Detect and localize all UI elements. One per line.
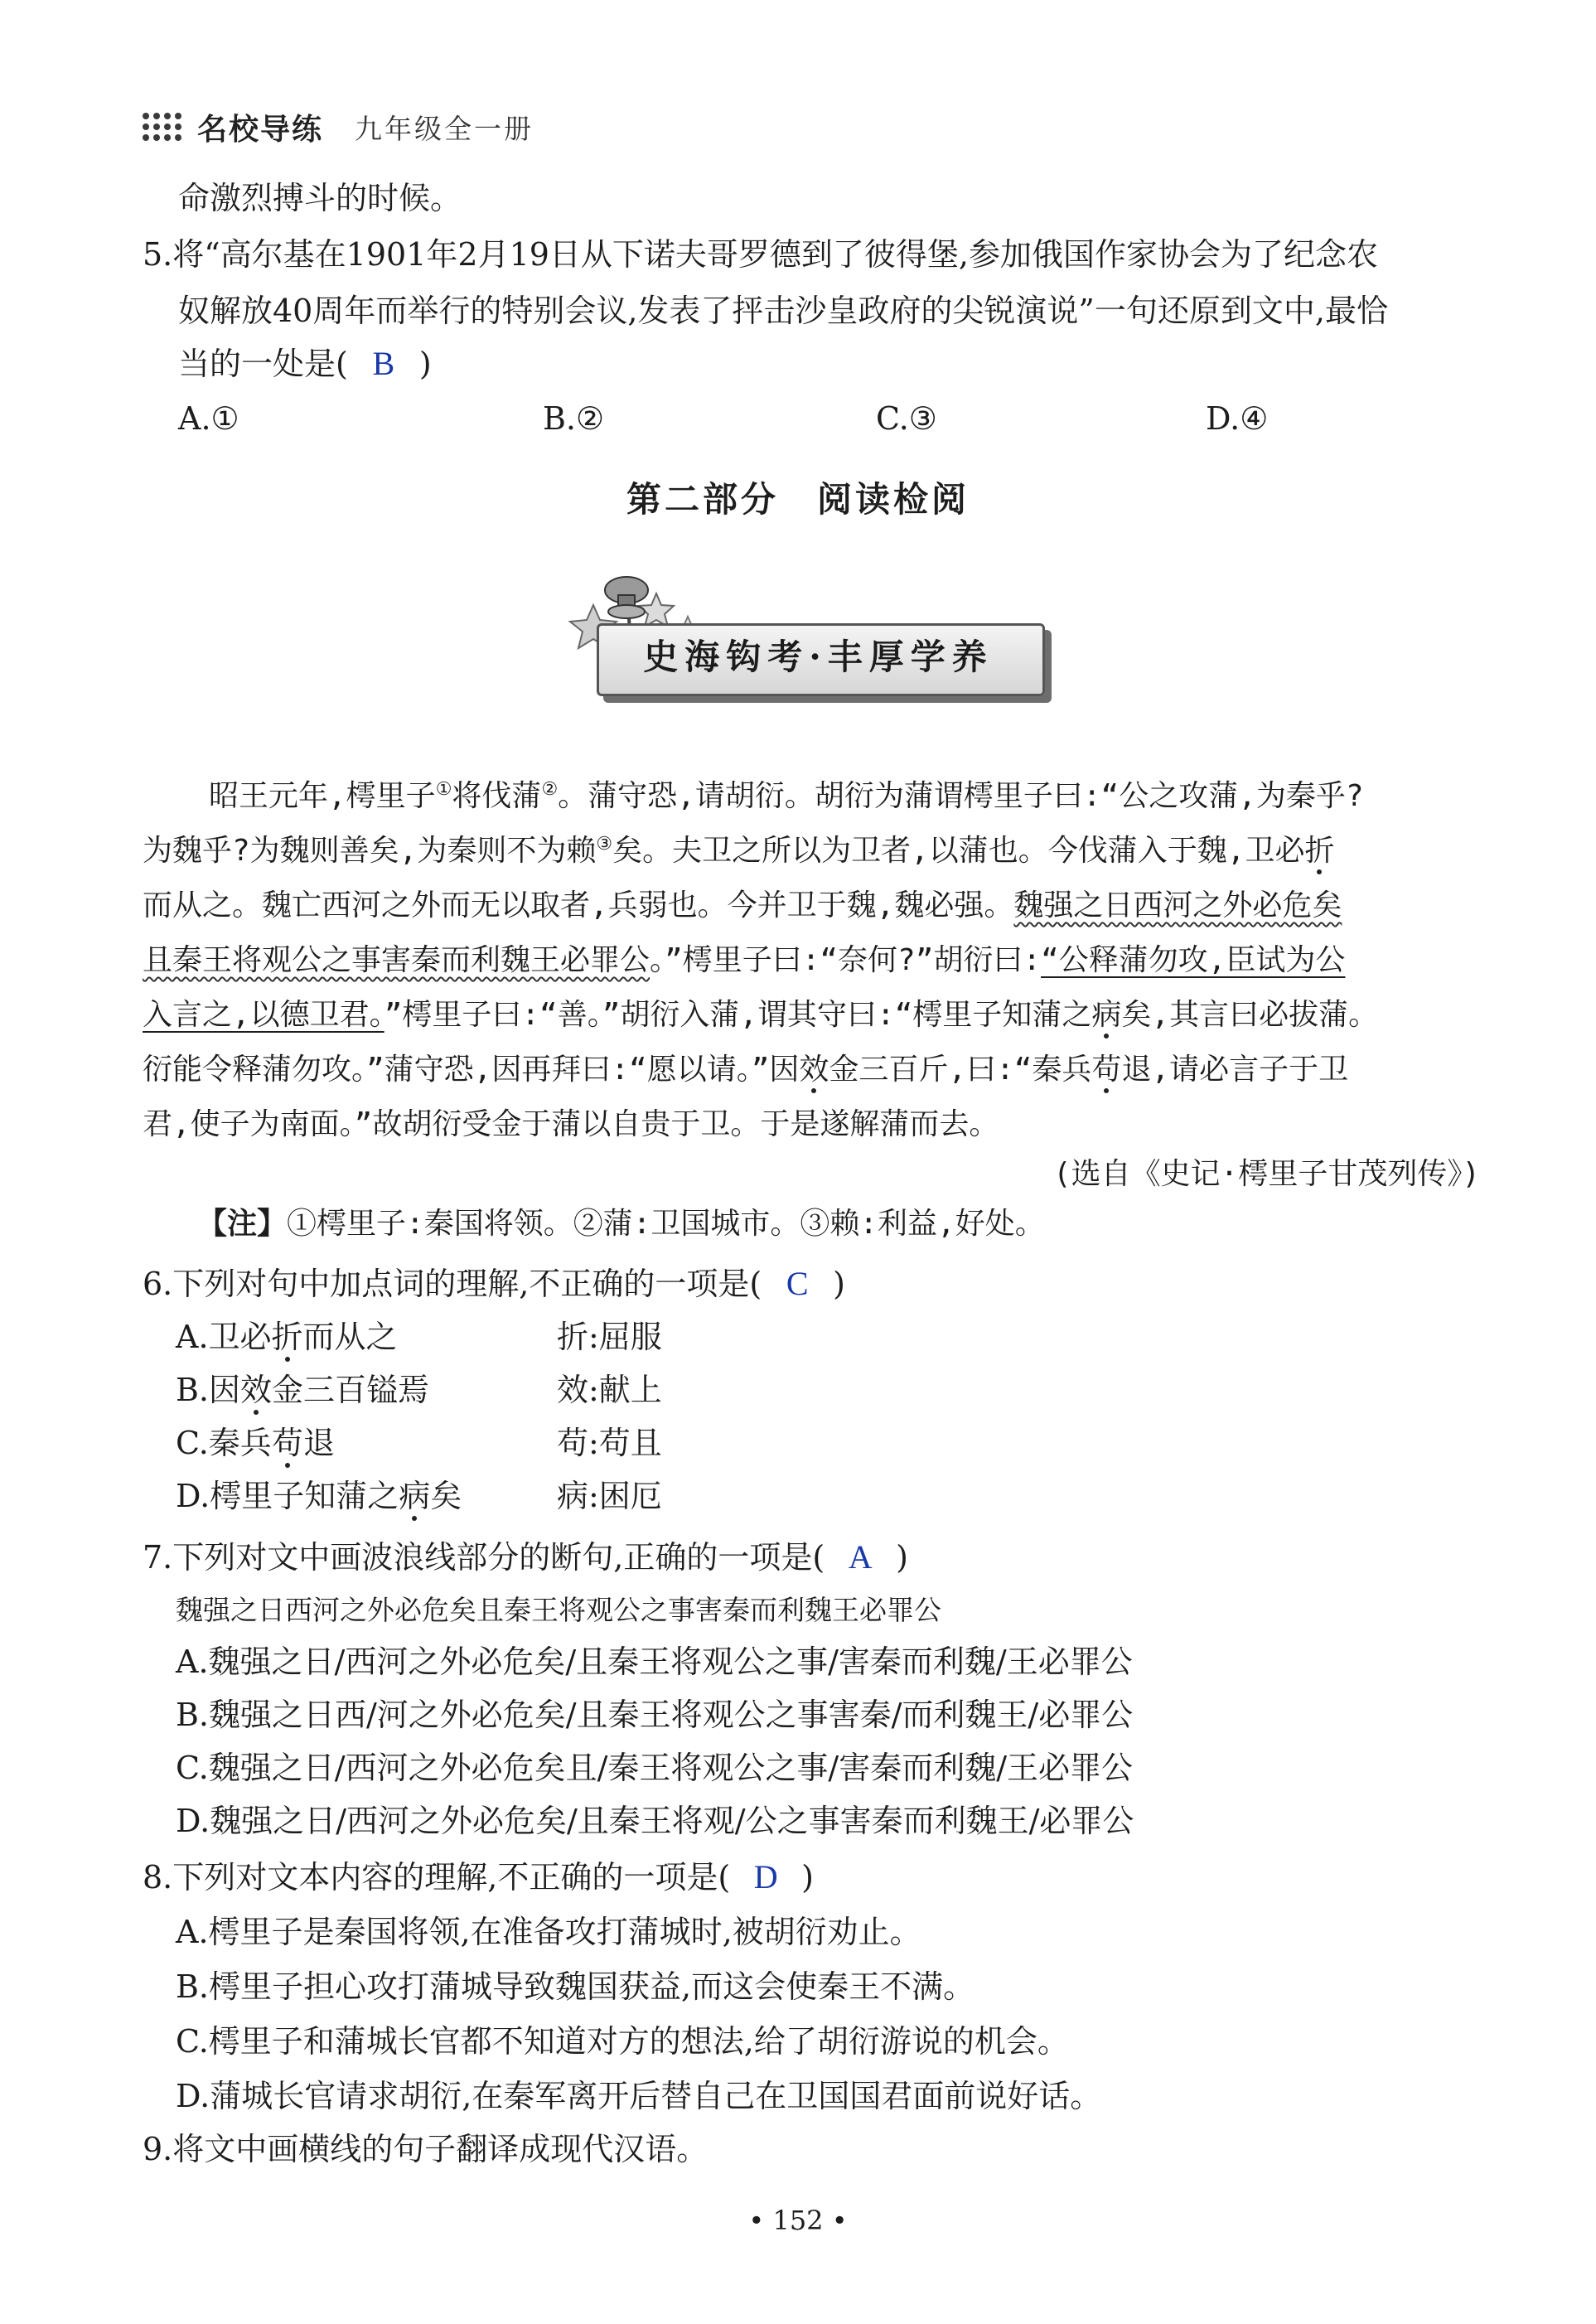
passage-text: 退,请必言子于卫	[1121, 1053, 1349, 1087]
passage-text: 矣,其言曰必拔蒲。	[1121, 998, 1379, 1032]
dotted-word: 效	[240, 1372, 273, 1408]
q6-option-c	[176, 1422, 335, 1464]
q5-stem-prefix: 当的一处是(	[178, 346, 348, 382]
wavy-underlined-text: 魏强之日西河之外必危矣	[1013, 888, 1342, 922]
q5-carry-line: 命激烈搏斗的时候。	[178, 180, 462, 216]
q5-stem-line2: 奴解放40周年而举行的特别会议,发表了抨击沙皇政府的尖锐演说”一句还原到文中,最恰	[178, 293, 1388, 329]
dotted-word: 折	[271, 1319, 303, 1355]
dotted-word: 效	[799, 1053, 829, 1087]
underlined-text: 入言之,以德卫君。	[143, 998, 384, 1032]
q8-option-a: A.樗里子是秦国将领,在准备攻打蒲城时,被胡衍劝止。	[176, 1914, 921, 1950]
footnote-text: ①樗里子:秦国将领。②蒲:卫国城市。③赖:利益,好处。	[287, 1207, 1045, 1241]
passage-text: 将伐蒲	[452, 779, 542, 813]
q6-option-d	[176, 1475, 462, 1517]
footnote-marker: ③	[596, 834, 613, 855]
q8-option-d: D.蒲城长官请求胡衍,在秦军离开后替自己在卫国国君面前说好话。	[176, 2078, 1102, 2114]
q6-gloss-b: 效:献上	[557, 1372, 662, 1408]
footnote-marker: ②	[541, 779, 559, 800]
q7-answer: A	[848, 1538, 873, 1576]
passage-line-5	[143, 988, 1485, 1043]
dotted-word: 苟	[271, 1425, 303, 1461]
wavy-underlined-text: 且秦王将观公之事害秦而利魏王必罪公	[143, 943, 650, 977]
passage-line-4	[143, 933, 1485, 988]
banner-title: 史海钩考·丰厚学养	[643, 637, 994, 677]
grade-label: 九年级全一册	[355, 112, 534, 145]
q8-option-c: C.樗里子和蒲城长官都不知道对方的想法,给了胡衍游说的机会。	[176, 2023, 1069, 2060]
passage-text: 为魏乎?为魏则善矣,为秦则不为赖	[143, 834, 597, 868]
dotted-word: 苟	[1091, 1053, 1122, 1087]
footnote-label: 【注】	[197, 1207, 288, 1241]
q6-answer: C	[786, 1265, 809, 1302]
q7-stem-suffix: )	[896, 1539, 908, 1576]
option-text: B.因	[176, 1372, 241, 1408]
passage-line-1	[143, 769, 1485, 824]
passage-source: (选自《史记·樗里子甘茂列传》)	[1052, 1157, 1480, 1191]
q5-option-b: B.②	[543, 400, 605, 437]
header-dots-icon	[143, 113, 182, 142]
classical-passage	[143, 769, 1485, 1152]
section-title: 第二部分 阅读检阅	[626, 479, 970, 520]
q9-stem: 9.将文中画横线的句子翻译成现代汉语。	[143, 2131, 709, 2167]
option-text: 退	[302, 1425, 335, 1461]
option-text: C.秦兵	[176, 1425, 272, 1461]
series-title: 名校导练	[197, 112, 324, 147]
passage-line-3	[143, 879, 1485, 933]
q6-stem-text: 6.下列对句中加点词的理解,不正确的一项是(	[143, 1266, 762, 1302]
passage-text: 衍能令释蒲勿攻。”蒲守恐,因再拜曰:“愿以请。”因	[143, 1053, 800, 1087]
q7-stem-text: 7.下列对文中画波浪线部分的断句,正确的一项是(	[143, 1539, 825, 1576]
passage-text: 而从之。魏亡西河之外而无以取者,兵弱也。今并卫于魏,魏必强。	[143, 888, 1014, 922]
q6-option-b	[176, 1369, 429, 1411]
q5-option-a: A.①	[178, 400, 239, 437]
option-text: 金三百镒焉	[272, 1372, 430, 1408]
q8-answer: D	[753, 1858, 778, 1896]
option-text: 矣	[430, 1478, 462, 1514]
passage-text: ”樗里子曰:“善。”胡衍入蒲,谓其守曰:“樗里子知蒲之	[384, 998, 1092, 1032]
dotted-word: 病	[399, 1478, 431, 1514]
page-header	[143, 106, 534, 148]
q6-gloss-a: 折:屈服	[557, 1319, 662, 1355]
underlined-text: “公释蒲勿攻,臣试为公	[1041, 943, 1346, 977]
passage-text: 金三百斤,曰:“秦兵	[829, 1053, 1092, 1087]
option-text: D.樗里子知蒲之	[176, 1478, 399, 1514]
footnote-marker: ①	[435, 779, 452, 800]
passage-text: 。蒲守恐,请胡衍。胡衍为蒲谓樗里子曰:“公之攻蒲,为秦乎?	[558, 779, 1364, 813]
q5-stem-suffix: )	[418, 346, 432, 382]
q8-option-b: B.樗里子担心攻打蒲城导致魏国获益,而这会使秦王不满。	[176, 1968, 975, 2005]
page-number: • 152 •	[748, 2205, 848, 2236]
q7-option-d: D.魏强之日/西河之外必危矣/且秦王将观/公之事害秦而利魏王/必罪公	[176, 1803, 1134, 1839]
passage-text: 矣。夫卫之所以为卫者,以蒲也。今伐蒲入于魏,卫必	[612, 834, 1305, 868]
option-text: 而从之	[302, 1319, 398, 1355]
q7-stem	[143, 1537, 908, 1578]
dotted-word: 病	[1091, 998, 1122, 1032]
q7-fragment: 魏强之日西河之外必危矣且秦王将观公之事害秦而利魏王必罪公	[176, 1594, 941, 1626]
q8-stem-text: 8.下列对文本内容的理解,不正确的一项是(	[143, 1859, 731, 1896]
q7-option-a: A.魏强之日/西河之外必危矣/且秦王将观公之事/害秦而利魏/王必罪公	[176, 1644, 1133, 1680]
passage-line-6	[143, 1043, 1485, 1097]
q7-option-b: B.魏强之日西/河之外必危矣/且秦王将观公之事害秦/而利魏王/必罪公	[176, 1697, 1134, 1733]
q6-option-a	[176, 1316, 398, 1358]
footnote	[197, 1203, 1045, 1245]
q8-stem-suffix: )	[801, 1859, 814, 1896]
q5-option-c: C.③	[876, 400, 937, 437]
q6-stem-suffix: )	[833, 1266, 845, 1302]
q5-answer: B	[372, 345, 395, 382]
q5-option-d: D.④	[1206, 400, 1269, 437]
passage-text: 。”樗里子曰:“奈何?”胡衍曰:	[650, 943, 1042, 977]
section-banner	[563, 572, 1048, 696]
option-text: A.卫必	[176, 1319, 272, 1355]
q5-stem-line1: 5.将“高尔基在1901年2月19日从下诺夫哥罗德到了彼得堡,参加俄国作家协会为了纪念农	[143, 236, 1379, 273]
q6-gloss-d: 病:困厄	[557, 1478, 662, 1514]
passage-line-2	[143, 824, 1485, 879]
q7-option-c: C.魏强之日/西河之外必危矣且/秦王将观公之事/害秦而利魏/王必罪公	[176, 1750, 1134, 1786]
q6-stem	[143, 1263, 845, 1305]
passage-line-7: 君,使子为南面。”故胡衍受金于蒲以自贵于卫。于是遂解蒲而去。	[143, 1107, 999, 1141]
q6-gloss-c: 苟:苟且	[557, 1425, 662, 1461]
q8-stem	[143, 1857, 814, 1898]
dotted-word: 折	[1304, 834, 1335, 868]
passage-text: 昭王元年,樗里子	[209, 779, 436, 813]
q5-stem-line3	[178, 343, 432, 385]
